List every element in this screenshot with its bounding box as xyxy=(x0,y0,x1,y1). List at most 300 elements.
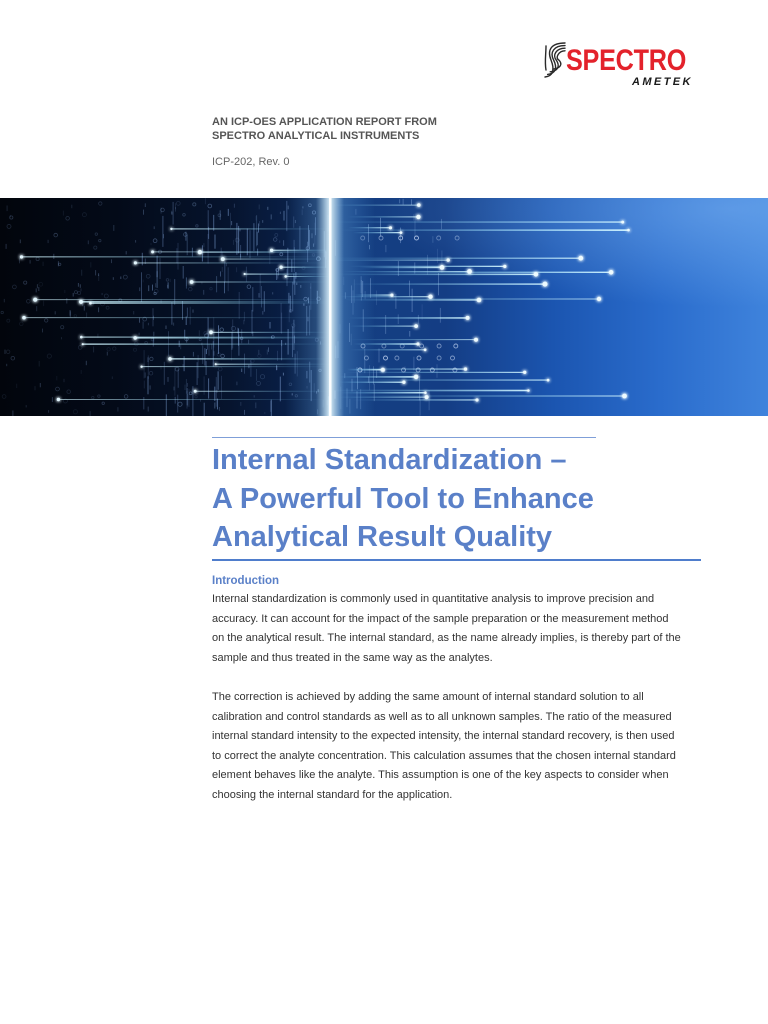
binary-one xyxy=(233,240,234,245)
data-line xyxy=(218,371,219,390)
data-line xyxy=(270,401,271,412)
data-line xyxy=(202,346,203,364)
data-line xyxy=(284,211,285,221)
binary-one xyxy=(113,277,114,280)
data-line xyxy=(173,202,174,225)
mark-stroke xyxy=(545,46,546,70)
binary-one xyxy=(262,220,263,223)
binary-one xyxy=(40,383,41,387)
binary-one xyxy=(82,303,83,306)
binary-one xyxy=(61,337,62,339)
data-line xyxy=(171,302,172,325)
data-line xyxy=(205,198,206,204)
binary-one xyxy=(148,407,149,412)
binary-one xyxy=(12,411,13,417)
light-point xyxy=(527,389,530,392)
data-line xyxy=(256,369,257,381)
binary-one xyxy=(48,240,49,243)
binary-one xyxy=(139,333,140,336)
binary-one xyxy=(70,311,71,317)
binary-one xyxy=(93,347,94,353)
title-bottom-rule xyxy=(212,559,701,561)
light-point xyxy=(466,316,470,320)
data-line xyxy=(148,355,149,379)
data-line xyxy=(252,287,253,311)
paragraph-line: choosing the internal standard for the application. xyxy=(212,788,453,801)
binary-one xyxy=(64,379,65,382)
data-line xyxy=(204,376,205,394)
data-line xyxy=(178,243,179,270)
light-point xyxy=(198,250,202,254)
data-line xyxy=(433,236,434,243)
binary-one xyxy=(193,310,194,313)
report-publisher-line: SPECTRO ANALYTICAL INSTRUMENTS xyxy=(212,130,420,142)
binary-one xyxy=(271,214,272,219)
binary-one xyxy=(88,240,89,244)
binary-one xyxy=(55,311,56,314)
light-point xyxy=(622,394,627,399)
light-streak xyxy=(24,317,330,318)
light-point xyxy=(416,215,420,219)
data-line xyxy=(270,322,271,329)
light-point xyxy=(477,298,482,303)
light-point xyxy=(597,297,601,301)
data-line xyxy=(192,386,193,416)
data-line xyxy=(253,223,254,251)
title-line: Internal Standardization – xyxy=(212,444,567,476)
binary-one xyxy=(98,275,99,281)
title-line: A Powerful Tool to Enhance xyxy=(212,482,594,515)
binary-one xyxy=(262,311,263,315)
light-streak xyxy=(339,299,599,300)
binary-one xyxy=(56,376,57,381)
binary-one xyxy=(81,270,82,276)
paragraph-line: The correction is achieved by adding the same amount of internal standard solution to all xyxy=(212,691,644,703)
data-line xyxy=(418,315,419,324)
data-line xyxy=(213,341,214,366)
light-point xyxy=(244,273,246,275)
data-line xyxy=(403,199,404,205)
light-point xyxy=(215,363,217,365)
binary-one xyxy=(102,293,103,295)
paragraph-line: on the analytical result. The internal standard, as the name already implies, is thereby part of the xyxy=(212,632,681,645)
light-point xyxy=(89,302,92,305)
light-point xyxy=(424,348,427,351)
light-point xyxy=(390,294,393,297)
binary-one xyxy=(148,323,149,326)
binary-one xyxy=(133,311,134,314)
data-line xyxy=(206,349,207,354)
data-line xyxy=(220,210,221,220)
light-point xyxy=(279,266,282,269)
data-line xyxy=(224,282,225,294)
data-line xyxy=(174,367,175,396)
data-line xyxy=(142,253,143,265)
binary-one xyxy=(153,332,154,336)
binary-one xyxy=(43,262,44,266)
light-point xyxy=(151,250,154,253)
data-line xyxy=(204,348,205,365)
binary-one xyxy=(199,330,200,336)
binary-one xyxy=(248,340,249,344)
light-point xyxy=(425,395,429,399)
intro-paragraph-1 xyxy=(212,590,681,668)
binary-one xyxy=(180,345,181,350)
data-line xyxy=(186,277,187,286)
binary-one xyxy=(148,285,149,291)
data-line xyxy=(202,245,203,261)
data-line xyxy=(281,313,282,334)
binary-one xyxy=(10,215,11,218)
data-line xyxy=(208,234,209,264)
data-line xyxy=(414,357,415,371)
data-line xyxy=(187,394,188,407)
light-point xyxy=(270,249,273,252)
logo-brand-text: SPECTRO xyxy=(566,44,687,77)
light-point xyxy=(57,398,60,401)
data-line xyxy=(252,310,253,334)
data-line xyxy=(228,267,229,291)
binary-one xyxy=(112,376,113,379)
binary-one xyxy=(234,204,235,208)
binary-one xyxy=(154,226,155,229)
data-line xyxy=(208,378,209,398)
banner-image xyxy=(0,198,768,416)
binary-one xyxy=(48,410,49,413)
light-point xyxy=(209,330,213,334)
light-streak xyxy=(22,256,331,257)
binary-one xyxy=(145,372,146,377)
paragraph-line: element behaves like the analyte. This assumption is one of the key aspects to consider when xyxy=(212,769,669,782)
binary-one xyxy=(173,323,174,326)
binary-one xyxy=(143,280,144,283)
binary-one xyxy=(258,350,259,355)
binary-one xyxy=(71,205,72,209)
light-point xyxy=(523,371,526,374)
section-heading-introduction: Introduction xyxy=(212,575,280,587)
light-point xyxy=(194,390,197,393)
binary-one xyxy=(175,203,176,209)
data-line xyxy=(376,291,377,306)
data-line xyxy=(218,325,219,354)
binary-one xyxy=(214,403,215,409)
data-line xyxy=(174,279,175,305)
data-line xyxy=(141,272,142,302)
binary-one xyxy=(64,290,65,293)
binary-one xyxy=(90,411,91,416)
binary-one xyxy=(135,240,136,243)
data-line xyxy=(221,376,222,399)
spectro-mark-icon xyxy=(543,40,567,80)
data-line xyxy=(144,350,145,378)
light-point xyxy=(22,316,26,320)
data-line xyxy=(187,308,188,318)
data-line xyxy=(177,395,178,413)
data-line xyxy=(148,376,149,394)
binary-one xyxy=(264,412,265,414)
light-point xyxy=(134,261,137,264)
data-line xyxy=(250,360,251,377)
report-type-line: AN ICP-OES APPLICATION REPORT FROM xyxy=(212,116,437,128)
binary-one xyxy=(166,326,167,330)
data-line xyxy=(250,230,251,258)
binary-one xyxy=(222,267,223,272)
binary-one xyxy=(7,206,8,212)
data-line xyxy=(409,281,410,297)
binary-one xyxy=(95,270,96,275)
data-line xyxy=(230,213,231,228)
data-line xyxy=(183,266,184,279)
paragraph-line: to correct the analyte concentration. This calculation assumes that the chosen internal standard xyxy=(212,749,676,762)
light-point xyxy=(190,280,194,284)
paragraph-line: internal standard intensity to the expected intensity, the internal standard recovery, is then used xyxy=(212,730,675,743)
data-line xyxy=(236,223,237,255)
binary-one xyxy=(241,369,242,373)
paragraph-line: calibration and control standards as well as to all unknown samples. The ratio of the measured xyxy=(212,710,672,723)
binary-one xyxy=(183,364,184,366)
data-line xyxy=(204,403,205,416)
data-line xyxy=(157,271,158,288)
light-point xyxy=(381,368,385,372)
data-line xyxy=(259,293,260,298)
binary-one xyxy=(42,329,43,333)
data-line xyxy=(437,249,438,263)
light-point xyxy=(428,295,432,299)
binary-one xyxy=(155,283,156,287)
binary-one xyxy=(145,203,146,207)
light-point xyxy=(447,258,450,261)
light-point xyxy=(621,221,624,224)
binary-one xyxy=(126,251,127,254)
light-point xyxy=(543,282,548,287)
data-line xyxy=(215,235,216,249)
light-streak xyxy=(356,272,611,273)
binary-one xyxy=(120,277,121,280)
light-point xyxy=(140,366,142,368)
data-line xyxy=(224,261,225,282)
data-line xyxy=(411,199,412,205)
data-line xyxy=(228,209,229,216)
intro-paragraph-2 xyxy=(212,688,676,806)
data-line xyxy=(178,369,179,388)
light-point xyxy=(547,379,550,382)
light-point xyxy=(627,229,630,232)
data-line xyxy=(144,381,145,389)
binary-one xyxy=(16,384,17,388)
binary-one xyxy=(231,221,232,225)
light-point xyxy=(221,257,225,261)
data-line xyxy=(386,245,387,252)
binary-one xyxy=(35,386,36,390)
data-line xyxy=(247,229,248,256)
title-top-rule xyxy=(212,437,596,438)
data-line xyxy=(166,394,167,416)
document-title xyxy=(212,441,594,557)
binary-one xyxy=(81,370,82,374)
light-point xyxy=(80,336,83,339)
binary-one xyxy=(20,240,21,244)
data-line xyxy=(175,397,176,404)
light-point xyxy=(33,298,37,302)
light-point xyxy=(133,336,137,340)
binary-one xyxy=(30,260,31,264)
data-line xyxy=(164,362,165,385)
data-line xyxy=(206,361,207,375)
light-point xyxy=(424,391,427,394)
binary-one xyxy=(255,403,256,409)
data-line xyxy=(409,331,410,337)
data-line xyxy=(186,379,187,394)
binary-one xyxy=(236,267,237,272)
light-point xyxy=(168,357,172,361)
binary-one xyxy=(170,279,171,282)
light-point xyxy=(20,255,23,258)
data-line xyxy=(197,362,198,385)
light-point xyxy=(414,375,419,380)
binary-one xyxy=(236,382,237,386)
data-line xyxy=(231,337,232,360)
light-point xyxy=(416,342,419,345)
light-streak xyxy=(360,396,625,397)
data-line xyxy=(189,389,190,407)
data-line xyxy=(258,224,259,233)
data-line xyxy=(413,214,414,220)
light-streak xyxy=(350,380,548,381)
binary-one xyxy=(259,221,260,226)
light-point xyxy=(503,265,506,268)
paragraph-line: accuracy. It can account for the impact of the sample preparation or the measurement method xyxy=(212,612,669,625)
binary-one xyxy=(39,361,40,367)
data-line xyxy=(214,387,215,401)
light-point xyxy=(534,272,539,277)
data-line xyxy=(143,397,144,409)
data-line xyxy=(160,258,161,279)
data-line xyxy=(216,276,217,292)
binary-one xyxy=(6,364,7,366)
binary-one xyxy=(6,244,7,249)
data-line xyxy=(415,217,416,237)
binary-one xyxy=(272,292,273,294)
data-line xyxy=(280,377,281,402)
binary-one xyxy=(267,350,268,355)
binary-one xyxy=(280,212,281,214)
binary-one xyxy=(151,243,152,245)
binary-one xyxy=(36,306,37,311)
light-point xyxy=(389,226,392,229)
light-point xyxy=(417,203,421,207)
data-line xyxy=(162,216,163,247)
data-line xyxy=(241,329,242,343)
binary-one xyxy=(226,263,227,266)
data-line xyxy=(168,282,169,288)
data-line xyxy=(143,322,144,329)
light-point xyxy=(440,265,445,270)
light-point xyxy=(474,338,478,342)
light-point xyxy=(82,343,84,345)
data-line xyxy=(441,219,442,229)
binary-one xyxy=(185,385,186,390)
data-line xyxy=(437,364,438,378)
data-line xyxy=(190,307,191,325)
data-line xyxy=(257,232,258,246)
data-line xyxy=(208,318,209,339)
binary-one xyxy=(161,208,162,214)
binary-one xyxy=(267,207,268,210)
binary-one xyxy=(37,284,38,288)
binary-one xyxy=(4,299,5,302)
binary-one xyxy=(240,402,241,406)
binary-one xyxy=(143,210,144,215)
light-point xyxy=(475,398,478,401)
title-line: Analytical Result Quality xyxy=(212,521,553,553)
binary-one xyxy=(174,387,175,391)
light-streak xyxy=(341,229,629,231)
binary-one xyxy=(86,313,87,318)
binary-one xyxy=(36,288,37,292)
paragraph-line: sample and thus treated in the same way as the analytes. xyxy=(212,651,493,664)
light-point xyxy=(578,256,583,261)
logo-parent-text: AMETEK xyxy=(632,76,693,88)
light-point xyxy=(414,324,418,328)
data-line xyxy=(217,399,218,410)
binary-one xyxy=(139,318,140,323)
binary-one xyxy=(219,407,220,411)
data-line xyxy=(239,292,240,319)
data-line xyxy=(152,285,153,291)
light-point xyxy=(402,381,405,384)
light-streak xyxy=(350,283,545,284)
binary-one xyxy=(81,288,82,291)
data-line xyxy=(261,286,262,307)
data-line xyxy=(281,340,282,346)
data-line xyxy=(398,314,399,324)
light-point xyxy=(400,231,403,234)
light-point xyxy=(464,367,467,370)
binary-one xyxy=(5,350,6,354)
binary-one xyxy=(203,243,204,247)
data-line xyxy=(193,352,194,357)
binary-one xyxy=(203,290,204,295)
binary-one xyxy=(73,293,74,297)
light-point xyxy=(609,270,614,275)
binary-one xyxy=(139,287,140,291)
binary-one xyxy=(78,283,79,287)
binary-one xyxy=(90,262,91,267)
binary-one xyxy=(150,385,151,389)
data-line xyxy=(216,377,217,407)
binary-one xyxy=(26,405,27,407)
data-line xyxy=(238,226,239,253)
data-line xyxy=(185,232,186,241)
binary-one xyxy=(113,225,114,231)
binary-one xyxy=(80,284,81,288)
binary-one xyxy=(276,365,277,370)
data-line xyxy=(220,271,221,276)
light-point xyxy=(79,300,83,304)
binary-one xyxy=(279,241,280,243)
light-point xyxy=(170,228,172,230)
document-id: ICP-202, Rev. 0 xyxy=(212,156,290,168)
binary-one xyxy=(43,301,44,307)
binary-one xyxy=(283,240,284,246)
data-line xyxy=(440,308,441,323)
binary-one xyxy=(187,383,188,387)
data-line xyxy=(379,349,380,363)
binary-one xyxy=(117,407,118,411)
binary-one xyxy=(111,259,112,263)
binary-one xyxy=(107,352,108,356)
data-line xyxy=(399,199,400,203)
